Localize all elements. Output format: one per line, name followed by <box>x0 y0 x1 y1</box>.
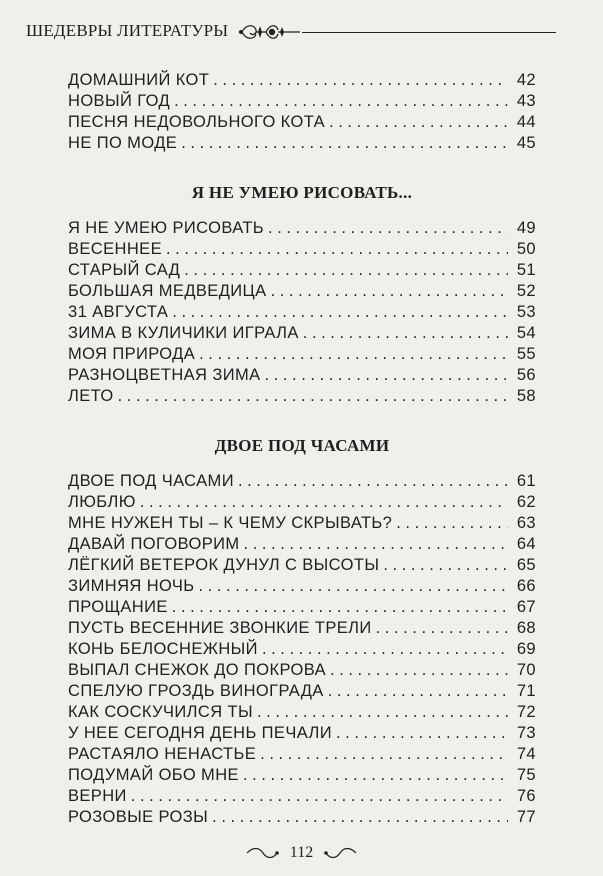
toc-list <box>68 218 536 407</box>
entry-title: БОЛЬШАЯ МЕДВЕДИЦА <box>68 282 267 300</box>
toc-entry[interactable] <box>68 639 536 660</box>
section-heading: ДВОЕ ПОД ЧАСАМИ <box>214 436 390 455</box>
entry-title: СТАРЫЙ САД <box>68 261 181 279</box>
entry-page: 69 <box>516 640 536 658</box>
entry-title: 31 АВГУСТА <box>68 303 169 321</box>
entry-page: 71 <box>516 682 536 700</box>
entry-page: 56 <box>516 366 536 384</box>
entry-page: 74 <box>516 745 536 763</box>
leader-dots <box>199 344 508 365</box>
entry-title: ДОМАШНИЙ КОТ <box>68 71 210 89</box>
toc-entry[interactable] <box>68 723 536 744</box>
entry-page: 72 <box>516 703 536 721</box>
entry-title: ПРОЩАНИЕ <box>68 598 168 616</box>
leader-dots <box>243 765 508 786</box>
leader-dots <box>396 513 508 534</box>
entry-title: ЛЮБЛЮ <box>68 493 136 511</box>
toc-entry[interactable] <box>68 133 536 154</box>
entry-page: 51 <box>516 261 536 279</box>
leader-dots <box>174 91 508 112</box>
entry-page: 61 <box>516 472 536 490</box>
leader-dots <box>118 386 508 407</box>
toc-entry[interactable] <box>68 807 536 828</box>
toc-list <box>68 70 536 154</box>
leader-dots <box>262 639 508 660</box>
leader-dots <box>238 471 508 492</box>
leader-dots <box>271 281 508 302</box>
toc-entry[interactable] <box>68 681 536 702</box>
toc-entry[interactable] <box>68 260 536 281</box>
leader-dots <box>336 723 508 744</box>
leader-dots <box>329 112 508 133</box>
toc-section <box>68 70 536 154</box>
toc-entry[interactable] <box>68 386 536 407</box>
toc-entry[interactable] <box>68 302 536 323</box>
leader-dots <box>260 744 508 765</box>
entry-title: СПЕЛУЮ ГРОЗДЬ ВИНОГРАДА <box>68 682 324 700</box>
toc-entry[interactable] <box>68 513 536 534</box>
series-title: ШЕДЕВРЫ ЛИТЕРАТУРЫ <box>26 21 229 40</box>
entry-title: ВЕСЕННЕЕ <box>68 240 162 258</box>
entry-title: ВЕРНИ <box>68 787 127 805</box>
toc-entry[interactable] <box>68 70 536 91</box>
entry-title: РАЗНОЦВЕТНАЯ ЗИМА <box>68 366 261 384</box>
leader-dots <box>213 70 508 91</box>
entry-title: ПУСТЬ ВЕСЕННИЕ ЗВОНКИЕ ТРЕЛИ <box>68 619 372 637</box>
leader-dots <box>383 555 508 576</box>
toc-entry[interactable] <box>68 112 536 133</box>
toc-entry[interactable] <box>68 471 536 492</box>
toc-entry[interactable] <box>68 492 536 513</box>
entry-page: 54 <box>516 324 536 342</box>
toc-entry[interactable] <box>68 660 536 681</box>
leader-dots <box>172 302 508 323</box>
entry-page: 66 <box>516 577 536 595</box>
entry-page: 49 <box>516 219 536 237</box>
toc-entry[interactable] <box>68 534 536 555</box>
page-number: 112 <box>289 844 314 861</box>
toc-entry[interactable] <box>68 744 536 765</box>
entry-title: МОЯ ПРИРОДА <box>68 345 196 363</box>
entry-page: 77 <box>516 808 536 826</box>
entry-page: 55 <box>516 345 536 363</box>
page-footer <box>0 844 603 862</box>
entry-title: ЗИМНЯЯ НОЧЬ <box>68 577 195 595</box>
entry-page: 70 <box>516 661 536 679</box>
leader-dots <box>199 576 508 597</box>
table-of-contents <box>68 70 536 828</box>
toc-entry[interactable] <box>68 218 536 239</box>
leader-dots <box>131 786 508 807</box>
entry-title: НОВЫЙ ГОД <box>68 92 171 110</box>
entry-title: МНЕ НУЖЕН ТЫ – К ЧЕМУ СКРЫВАТЬ? <box>68 514 393 532</box>
toc-entry[interactable] <box>68 323 536 344</box>
entry-title: ЛЁГКИЙ ВЕТЕРОК ДУНУЛ С ВЫСОТЫ <box>68 556 380 574</box>
entry-title: Я НЕ УМЕЮ РИСОВАТЬ <box>68 219 265 237</box>
leader-dots <box>265 365 508 386</box>
toc-section <box>68 433 536 828</box>
entry-page: 44 <box>516 113 536 131</box>
running-header <box>26 18 556 48</box>
toc-entry[interactable] <box>68 576 536 597</box>
toc-entry[interactable] <box>68 344 536 365</box>
leader-dots <box>244 534 508 555</box>
entry-title: ДАВАЙ ПОГОВОРИМ <box>68 535 240 553</box>
entry-title: ПОДУМАЙ ОБО МНЕ <box>68 766 239 784</box>
leader-dots <box>376 618 508 639</box>
entry-page: 75 <box>516 766 536 784</box>
entry-title: КОНЬ БЕЛОСНЕЖНЫЙ <box>68 640 258 658</box>
leader-dots <box>303 323 508 344</box>
entry-page: 42 <box>516 71 536 89</box>
entry-page: 50 <box>516 240 536 258</box>
entry-title: РОЗОВЫЕ РОЗЫ <box>68 808 209 826</box>
left-flourish-icon <box>245 847 279 859</box>
leader-dots <box>257 702 508 723</box>
entry-page: 45 <box>516 134 536 152</box>
entry-title: НЕ ПО МОДЕ <box>68 134 178 152</box>
entry-page: 76 <box>516 787 536 805</box>
section-heading: Я НЕ УМЕЮ РИСОВАТЬ... <box>191 183 413 202</box>
entry-page: 67 <box>516 598 536 616</box>
leader-dots <box>268 218 508 239</box>
leader-dots <box>330 660 508 681</box>
leader-dots <box>166 239 508 260</box>
entry-title: ВЫПАЛ СНЕЖОК ДО ПОКРОВА <box>68 661 327 679</box>
entry-title: ПЕСНЯ НЕДОВОЛЬНОГО КОТА <box>68 113 326 131</box>
leader-dots <box>328 681 508 702</box>
entry-title: У НЕЕ СЕГОДНЯ ДЕНЬ ПЕЧАЛИ <box>68 724 332 742</box>
leader-dots <box>184 260 508 281</box>
entry-page: 58 <box>516 387 536 405</box>
entry-title: КАК СОСКУЧИЛСЯ ТЫ <box>68 703 253 721</box>
leader-dots <box>172 597 508 618</box>
entry-page: 65 <box>516 556 536 574</box>
toc-entry[interactable] <box>68 765 536 786</box>
leader-dots <box>212 807 508 828</box>
toc-entry[interactable] <box>68 239 536 260</box>
fleur-ornament-icon <box>236 18 300 46</box>
header-rule <box>302 32 556 33</box>
toc-section <box>68 180 536 407</box>
leader-dots <box>181 133 508 154</box>
toc-entry[interactable] <box>68 618 536 639</box>
entry-title: ДВОЕ ПОД ЧАСАМИ <box>68 472 234 490</box>
entry-title: ЛЕТО <box>68 387 114 405</box>
toc-entry[interactable] <box>68 555 536 576</box>
entry-page: 73 <box>516 724 536 742</box>
entry-page: 53 <box>516 303 536 321</box>
entry-page: 43 <box>516 92 536 110</box>
entry-page: 62 <box>516 493 536 511</box>
toc-entry[interactable] <box>68 365 536 386</box>
toc-entry[interactable] <box>68 786 536 807</box>
toc-entry[interactable] <box>68 702 536 723</box>
toc-entry[interactable] <box>68 281 536 302</box>
entry-page: 63 <box>516 514 536 532</box>
toc-entry[interactable] <box>68 597 536 618</box>
entry-title: РАСТАЯЛО НЕНАСТЬЕ <box>68 745 257 763</box>
leader-dots <box>140 492 508 513</box>
entry-title: ЗИМА В КУЛИЧИКИ ИГРАЛА <box>68 324 299 342</box>
entry-page: 64 <box>516 535 536 553</box>
toc-entry[interactable] <box>68 91 536 112</box>
toc-list <box>68 471 536 828</box>
entry-page: 52 <box>516 282 536 300</box>
entry-page: 68 <box>516 619 536 637</box>
right-flourish-icon <box>324 847 358 859</box>
